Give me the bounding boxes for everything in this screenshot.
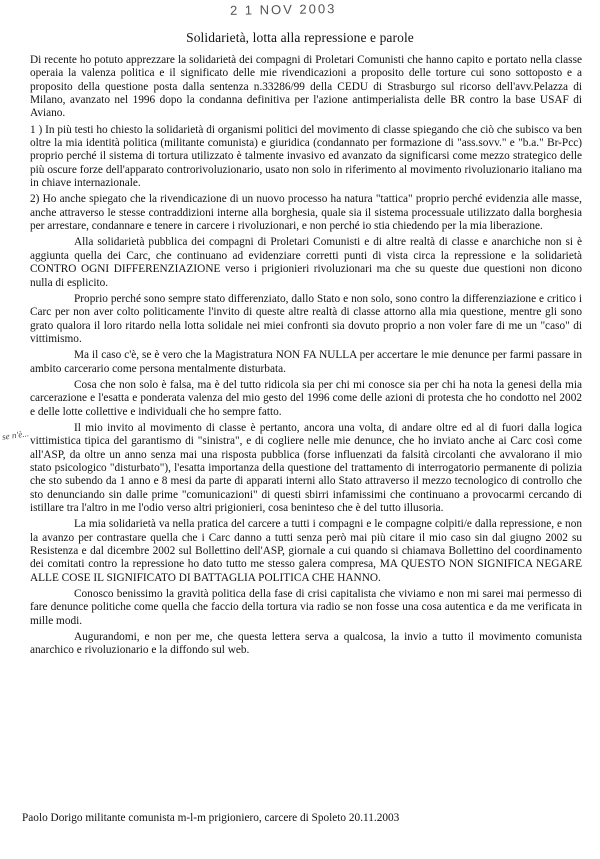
paragraph-crisis: Conosco benissimo la gravità politica della fase di crisi capitalista che viviamo e non mi sarei mai permesso di fare denunce politiche come quella che faccio della tortura via radio se non fosse una cosa autentica e da me verificata in mille modi. bbox=[30, 588, 582, 627]
paragraph-solidarity: Alla solidarietà pubblica dei compagni di Proletari Comunisti e di altre realtà di classe e anarchiche non si è aggiunta quella dei Carc, che continuano ad evidenziare corretti punti di vista circa la repressione e la solidarietà CONTRO OGNI DIFFERENZIAZIONE verso i prigionieri rivoluzionari ma che su queste due questioni non dicono nulla di esplicito. bbox=[30, 236, 582, 289]
document-body bbox=[30, 54, 582, 658]
document-title: Solidarietà, lotta alla repressione e parole bbox=[186, 30, 414, 45]
paragraph-intro: Di recente ho potuto apprezzare la solidarietà dei compagni di Proletari Comunisti che hanno capito e portato nella classe operaia la valenza politica e il significato delle mie rivendicazioni a proposito delle torture cui sono sottoposto e a proposito della questione posta dalla sentenza n.33286/99 della CEDU di Strasburgo sul ricorso dell'avv.Pelazza di Milano, avanzato nel 1996 dopo la condanna definitiva per l'azione antimperialista delle BR contro la base USAF di Aviano. bbox=[30, 54, 582, 120]
paragraph-differentiation: Proprio perché sono sempre stato differenziato, dallo Stato e non solo, sono contro la differenziazione e critico i Carc per non aver colto politicamente l'invito di queste altre realtà di classe attorno alla mia questione, mentre gli sono grato qualora il loro ritardo nella lotta solidale nei miei confronti sia dovuto proprio a non voler fare di me un "caso" di vittimismo. bbox=[30, 292, 582, 345]
paragraph-case: Ma il caso c'è, se è vero che la Magistratura NON FA NULLA per accertare le mie denunce per farmi passare in ambito carcerario come persona mentalmente disturbata. bbox=[30, 349, 582, 375]
date-stamp: 2 1 NOV 2003 bbox=[229, 1, 337, 18]
paragraph-false: Cosa che non solo è falsa, ma è del tutto ridicola sia per chi mi conosce sia per chi ha nota la genesi della mia carcerazione e l'esatta e ponderata valenza del mio gesto del 1996 come delle azioni di protesta che ho condotto nel 2002 e delle lotte collettive e individuali che ho sempre fatto. bbox=[30, 378, 582, 418]
paragraph-prison-solidarity: La mia solidarietà va nella pratica del carcere a tutti i compagni e le compagne colpiti/e dalla repressione, e non la avanzo per contrastare quella che i Carc danno a tutti senza però mai più citare il mio caso sin dal giugno 2002 su Resistenza e dal dicembre 2002 sul Bollettino dell'ASP, giornale a cui quando si chiamava Bollettino del coordinamento dei comitati contro la repressione ho dato tutto me stesso galera compresa, MA QUESTO NON SIGNIFICA NEGARE ALLE COSE IL SIGNIFICATO DI BATTAGLIA POLITICA CHE HANNO. bbox=[30, 518, 582, 584]
paragraph-invitation: Il mio invito al movimento di classe è pertanto, ancora una volta, di andare oltre ed al di fuori dalla logica vittimistica tipica del garantismo di "sinistra", e di cogliere nelle mie denunce, che ho inviato anche ai Carc così come all'ASP, da oltre un anno senza mai una risposta pubblica (forse influenzati da falsità circolanti che avvalorano il mio stato psicologico "disturbato"), l'esatta importanza della questione del trattamento di interrogatorio permanente di polizia che sto subendo da 1 anno e 8 mesi da parte di apparati interni allo Stato attraverso il mezzo tecnologico di controllo che sto denunciando sin dalle prime "comunicazioni" di questi sbirri infamissimi che continuano a provocarmi cercando di istillare tra l'altro in me l'odio verso altri prigionieri, cosa beninteso che è del tutto illusoria. bbox=[30, 421, 582, 514]
paragraph-point-2: 2) Ho anche spiegato che la rivendicazione di un nuovo processo ha natura "tattica" proprio perché evidenzia alle masse, anche attraverso le stesse contraddizioni interne alla borghesia, quale sia il sistema processuale utilizzato dalla borghesia per arrestare, condannare e tenere in carcere i rivoluzionari, e non perché io stia chiedendo per la mia liberazione. bbox=[30, 193, 582, 233]
paragraph-closing: Augurandomi, e non per me, che questa lettera serva a qualcosa, la invio a tutto il movimento comunista anarchico e rivoluzionario e la diffondo sul web. bbox=[30, 631, 582, 657]
margin-handwritten-note: se n'è... bbox=[1, 428, 30, 442]
paragraph-point-1: 1 ) In più testi ho chiesto la solidarietà di organismi politici del movimento di classe spiegando che ciò che subisco va ben oltre la mia identità politica (militante comunista) e giuridica (condannato per formazione di "ass.sovv." e "b.a." Br-Pcc) proprio perché il sistema di tortura utilizzato è talmente invasivo ed avanzato da significarsi come mezzo strategico delle più oscure forze dell'apparato controrivoluzionario, usato non solo in riferimento al movimento rivoluzionario italiano ma in chiave internazionale. bbox=[30, 123, 582, 190]
signature-line: Paolo Dorigo militante comunista m-l-m prigioniero, carcere di Spoleto 20.11.2003 bbox=[22, 812, 400, 824]
